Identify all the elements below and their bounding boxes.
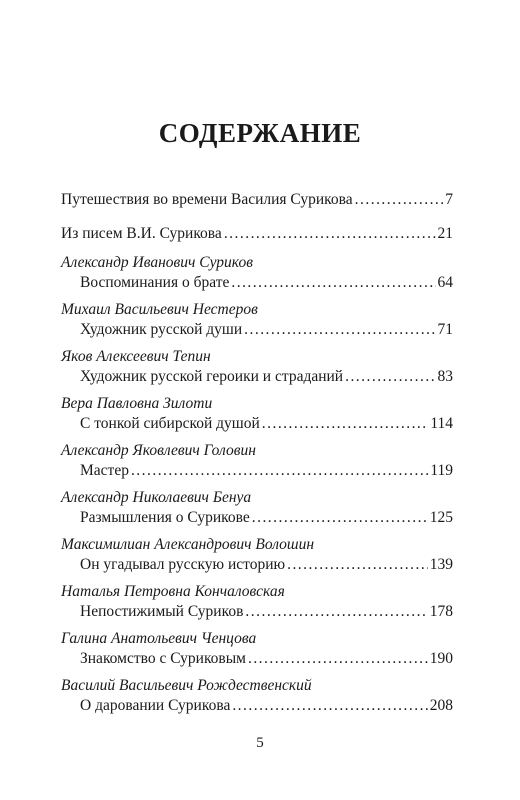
leader-dots — [244, 320, 435, 340]
toc-entry-title: Он угадывал русскую историю — [80, 556, 286, 573]
toc-entry — [61, 394, 453, 441]
toc-entry — [61, 488, 453, 535]
leader-dots — [262, 414, 429, 434]
toc-entry — [61, 441, 453, 488]
toc-author: Александр Николаевич Бенуа — [61, 489, 252, 506]
toc-entry — [61, 347, 453, 394]
toc-entry-title: Непостижимый Суриков — [80, 603, 244, 620]
toc-line[interactable] — [61, 555, 453, 575]
toc-page-number: 190 — [429, 650, 453, 667]
toc-line[interactable] — [61, 273, 453, 293]
toc-entry-title: С тонкой сибирской душой — [80, 415, 260, 432]
toc-entry — [61, 535, 453, 582]
toc-page-number: 125 — [429, 509, 453, 526]
toc-page-number: 139 — [429, 556, 453, 573]
toc-page-number: 21 — [437, 225, 453, 242]
toc-entry-title: Из писем В.И. Сурикова — [61, 225, 222, 242]
toc-author: Вера Павловна Зилоти — [61, 395, 213, 412]
leader-dots — [355, 190, 444, 210]
toc-line[interactable] — [61, 320, 453, 340]
toc-line[interactable] — [61, 224, 453, 244]
toc-page-number: 119 — [430, 462, 453, 479]
toc-line[interactable] — [61, 649, 453, 669]
leader-dots — [131, 461, 428, 481]
leader-dots — [232, 696, 427, 716]
page-number: 5 — [256, 735, 264, 751]
toc-line[interactable] — [61, 414, 453, 434]
leader-dots — [245, 602, 427, 622]
toc-author: Василий Васильевич Рождественский — [61, 677, 312, 694]
leader-dots — [345, 367, 435, 387]
toc-entry-title: Художник русской героики и страданий — [80, 368, 344, 385]
toc-author: Наталья Петровна Кончаловская — [61, 583, 285, 600]
toc-page-number: 208 — [429, 697, 453, 714]
toc-entry — [61, 629, 453, 676]
leader-dots — [224, 224, 436, 244]
toc-author: Максимилиан Александрович Волошин — [61, 536, 315, 553]
leader-dots — [248, 649, 428, 669]
leader-dots — [287, 555, 428, 575]
page-title: СОДЕРЖАНИЕ — [158, 118, 362, 148]
toc-author: Михаил Васильевич Нестеров — [61, 301, 258, 318]
toc-page-number: 83 — [437, 368, 453, 385]
toc-entry-title: О даровании Сурикова — [80, 697, 231, 714]
toc-line[interactable] — [61, 190, 453, 210]
toc-entry-title: Знакомство с Суриковым — [80, 650, 246, 667]
toc-page-number: 7 — [445, 191, 453, 208]
toc-page-number: 178 — [429, 603, 453, 620]
leader-dots — [231, 273, 435, 293]
toc-entry-title: Воспоминания о брате — [80, 274, 230, 291]
toc-author: Галина Анатольевич Ченцова — [61, 630, 257, 647]
leader-dots — [252, 508, 428, 528]
toc-line[interactable] — [61, 602, 453, 622]
toc-author: Александр Яковлевич Головин — [61, 442, 256, 459]
toc-line[interactable] — [61, 696, 453, 716]
toc-entry — [61, 582, 453, 629]
toc-line[interactable] — [61, 508, 453, 528]
toc-line[interactable] — [61, 461, 453, 481]
toc-page-number: 71 — [437, 321, 453, 338]
toc-entry-title: Художник русской души — [80, 321, 243, 338]
toc-page-number: 64 — [437, 274, 453, 291]
toc-author: Александр Иванович Суриков — [61, 254, 253, 271]
toc-entry — [61, 224, 453, 253]
toc-line[interactable] — [61, 367, 453, 387]
toc-entry-title: Мастер — [80, 462, 129, 479]
toc-entry-title: Размышления о Сурикове — [80, 509, 250, 526]
toc-entry — [61, 190, 453, 224]
toc-entry — [61, 676, 453, 723]
toc-entry — [61, 300, 453, 347]
toc-entry — [61, 253, 453, 300]
table-of-contents — [61, 190, 453, 723]
toc-page-number: 114 — [430, 415, 453, 432]
toc-author: Яков Алексеевич Тепин — [61, 348, 211, 365]
toc-entry-title: Путешествия во времени Василия Сурикова — [61, 191, 353, 208]
